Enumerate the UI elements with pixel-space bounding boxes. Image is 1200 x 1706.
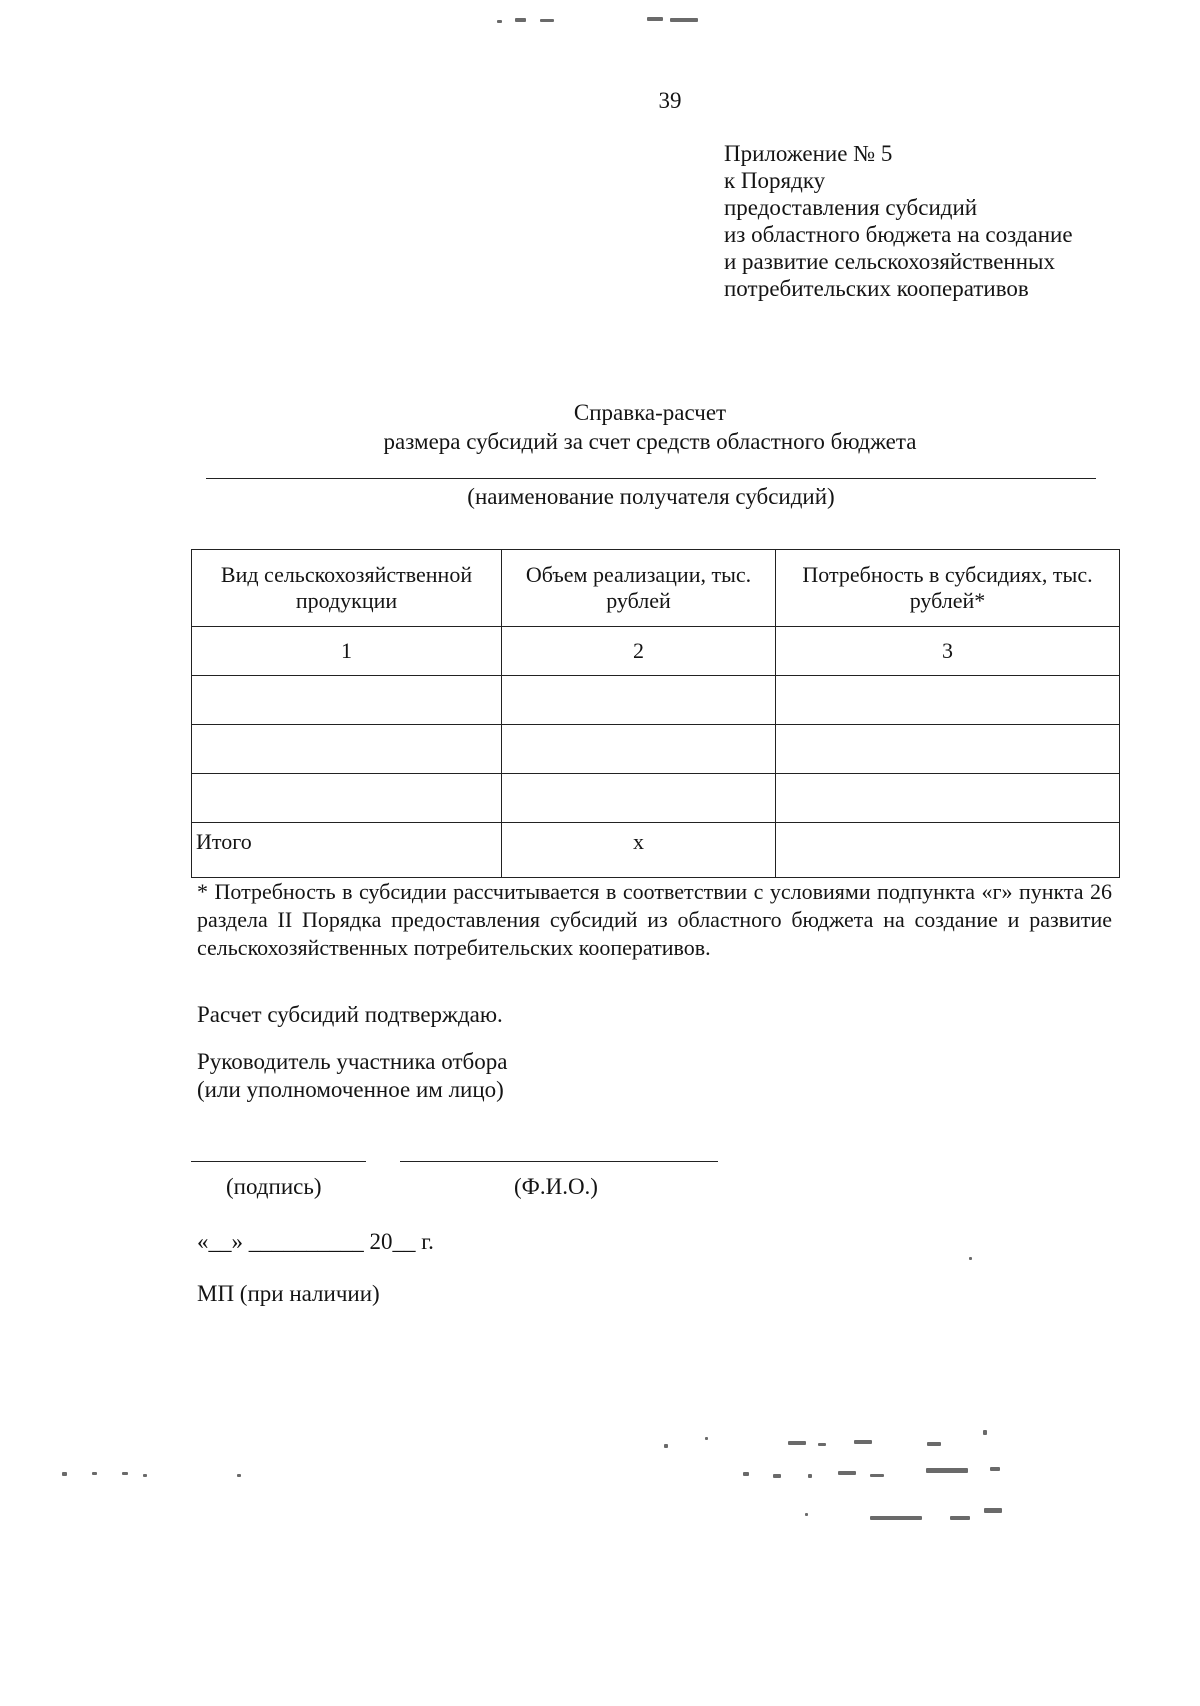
table-header-cell: Вид сельскохозяйственной продукции <box>192 550 502 627</box>
appendix-line: Приложение № 5 <box>724 141 893 166</box>
table-cell <box>502 676 776 725</box>
table-cell <box>192 725 502 774</box>
table-cell: 2 <box>502 627 776 676</box>
recipient-caption: (наименование получателя субсидий) <box>467 484 835 509</box>
page-number: 39 <box>658 88 682 113</box>
table-column-number-row <box>192 627 1120 676</box>
name-line <box>400 1161 718 1162</box>
title-line: Справка-расчет <box>573 400 727 425</box>
table-header-row <box>192 550 1120 627</box>
table-row <box>192 774 1120 823</box>
seal-text: МП (при наличии) <box>197 1281 380 1306</box>
table-cell: х <box>502 823 776 878</box>
table-cell <box>192 676 502 725</box>
table-cell <box>776 676 1120 725</box>
table-cell <box>776 774 1120 823</box>
appendix-line: потребительских кооперативов <box>724 276 1029 301</box>
head-block <box>197 1048 507 1104</box>
appendix-line: и развитие сельскохозяйственных <box>724 249 1056 274</box>
table-cell <box>776 725 1120 774</box>
table-cell: 1 <box>192 627 502 676</box>
appendix-line: предоставления субсидий <box>724 195 978 220</box>
table-row <box>192 725 1120 774</box>
footnote: * Потребность в субсидии рассчитывается в соответствии с условиями подпункта «г» пункта 26 раздела II Порядка предоставления субсидий из областного бюджета на создание и развитие сельскохозяйственных потребительских кооперативов. <box>197 879 1112 960</box>
table-header-cell: Объем реализации, тыс. рублей <box>502 550 776 627</box>
head-line: Руководитель участника отбора <box>197 1049 508 1074</box>
table-cell <box>502 774 776 823</box>
appendix-line: к Порядку <box>724 168 826 193</box>
head-line: (или уполномоченное им лицо) <box>197 1077 504 1102</box>
signature-caption: (подпись) <box>226 1174 322 1199</box>
subtitle-line: размера субсидий за счет средств областного бюджета <box>383 429 917 454</box>
table-header-cell: Потребность в субсидиях, тыс. рублей* <box>776 550 1120 627</box>
name-caption: (Ф.И.О.) <box>514 1174 598 1199</box>
signature-line <box>191 1161 366 1162</box>
recipient-name-line <box>206 478 1096 479</box>
table-cell <box>192 774 502 823</box>
confirmation-text: Расчет субсидий подтверждаю. <box>197 1002 503 1027</box>
table-total-row <box>192 823 1120 878</box>
date-field: «__» __________ 20__ г. <box>197 1229 434 1254</box>
table-cell <box>502 725 776 774</box>
calculation-table <box>191 549 1120 878</box>
table-cell <box>776 823 1120 878</box>
table-row <box>192 676 1120 725</box>
document-title <box>0 398 1200 456</box>
table-cell: 3 <box>776 627 1120 676</box>
table-cell: Итого <box>192 823 502 878</box>
appendix-line: из областного бюджета на создание <box>724 222 1073 247</box>
appendix-note <box>724 140 1164 302</box>
